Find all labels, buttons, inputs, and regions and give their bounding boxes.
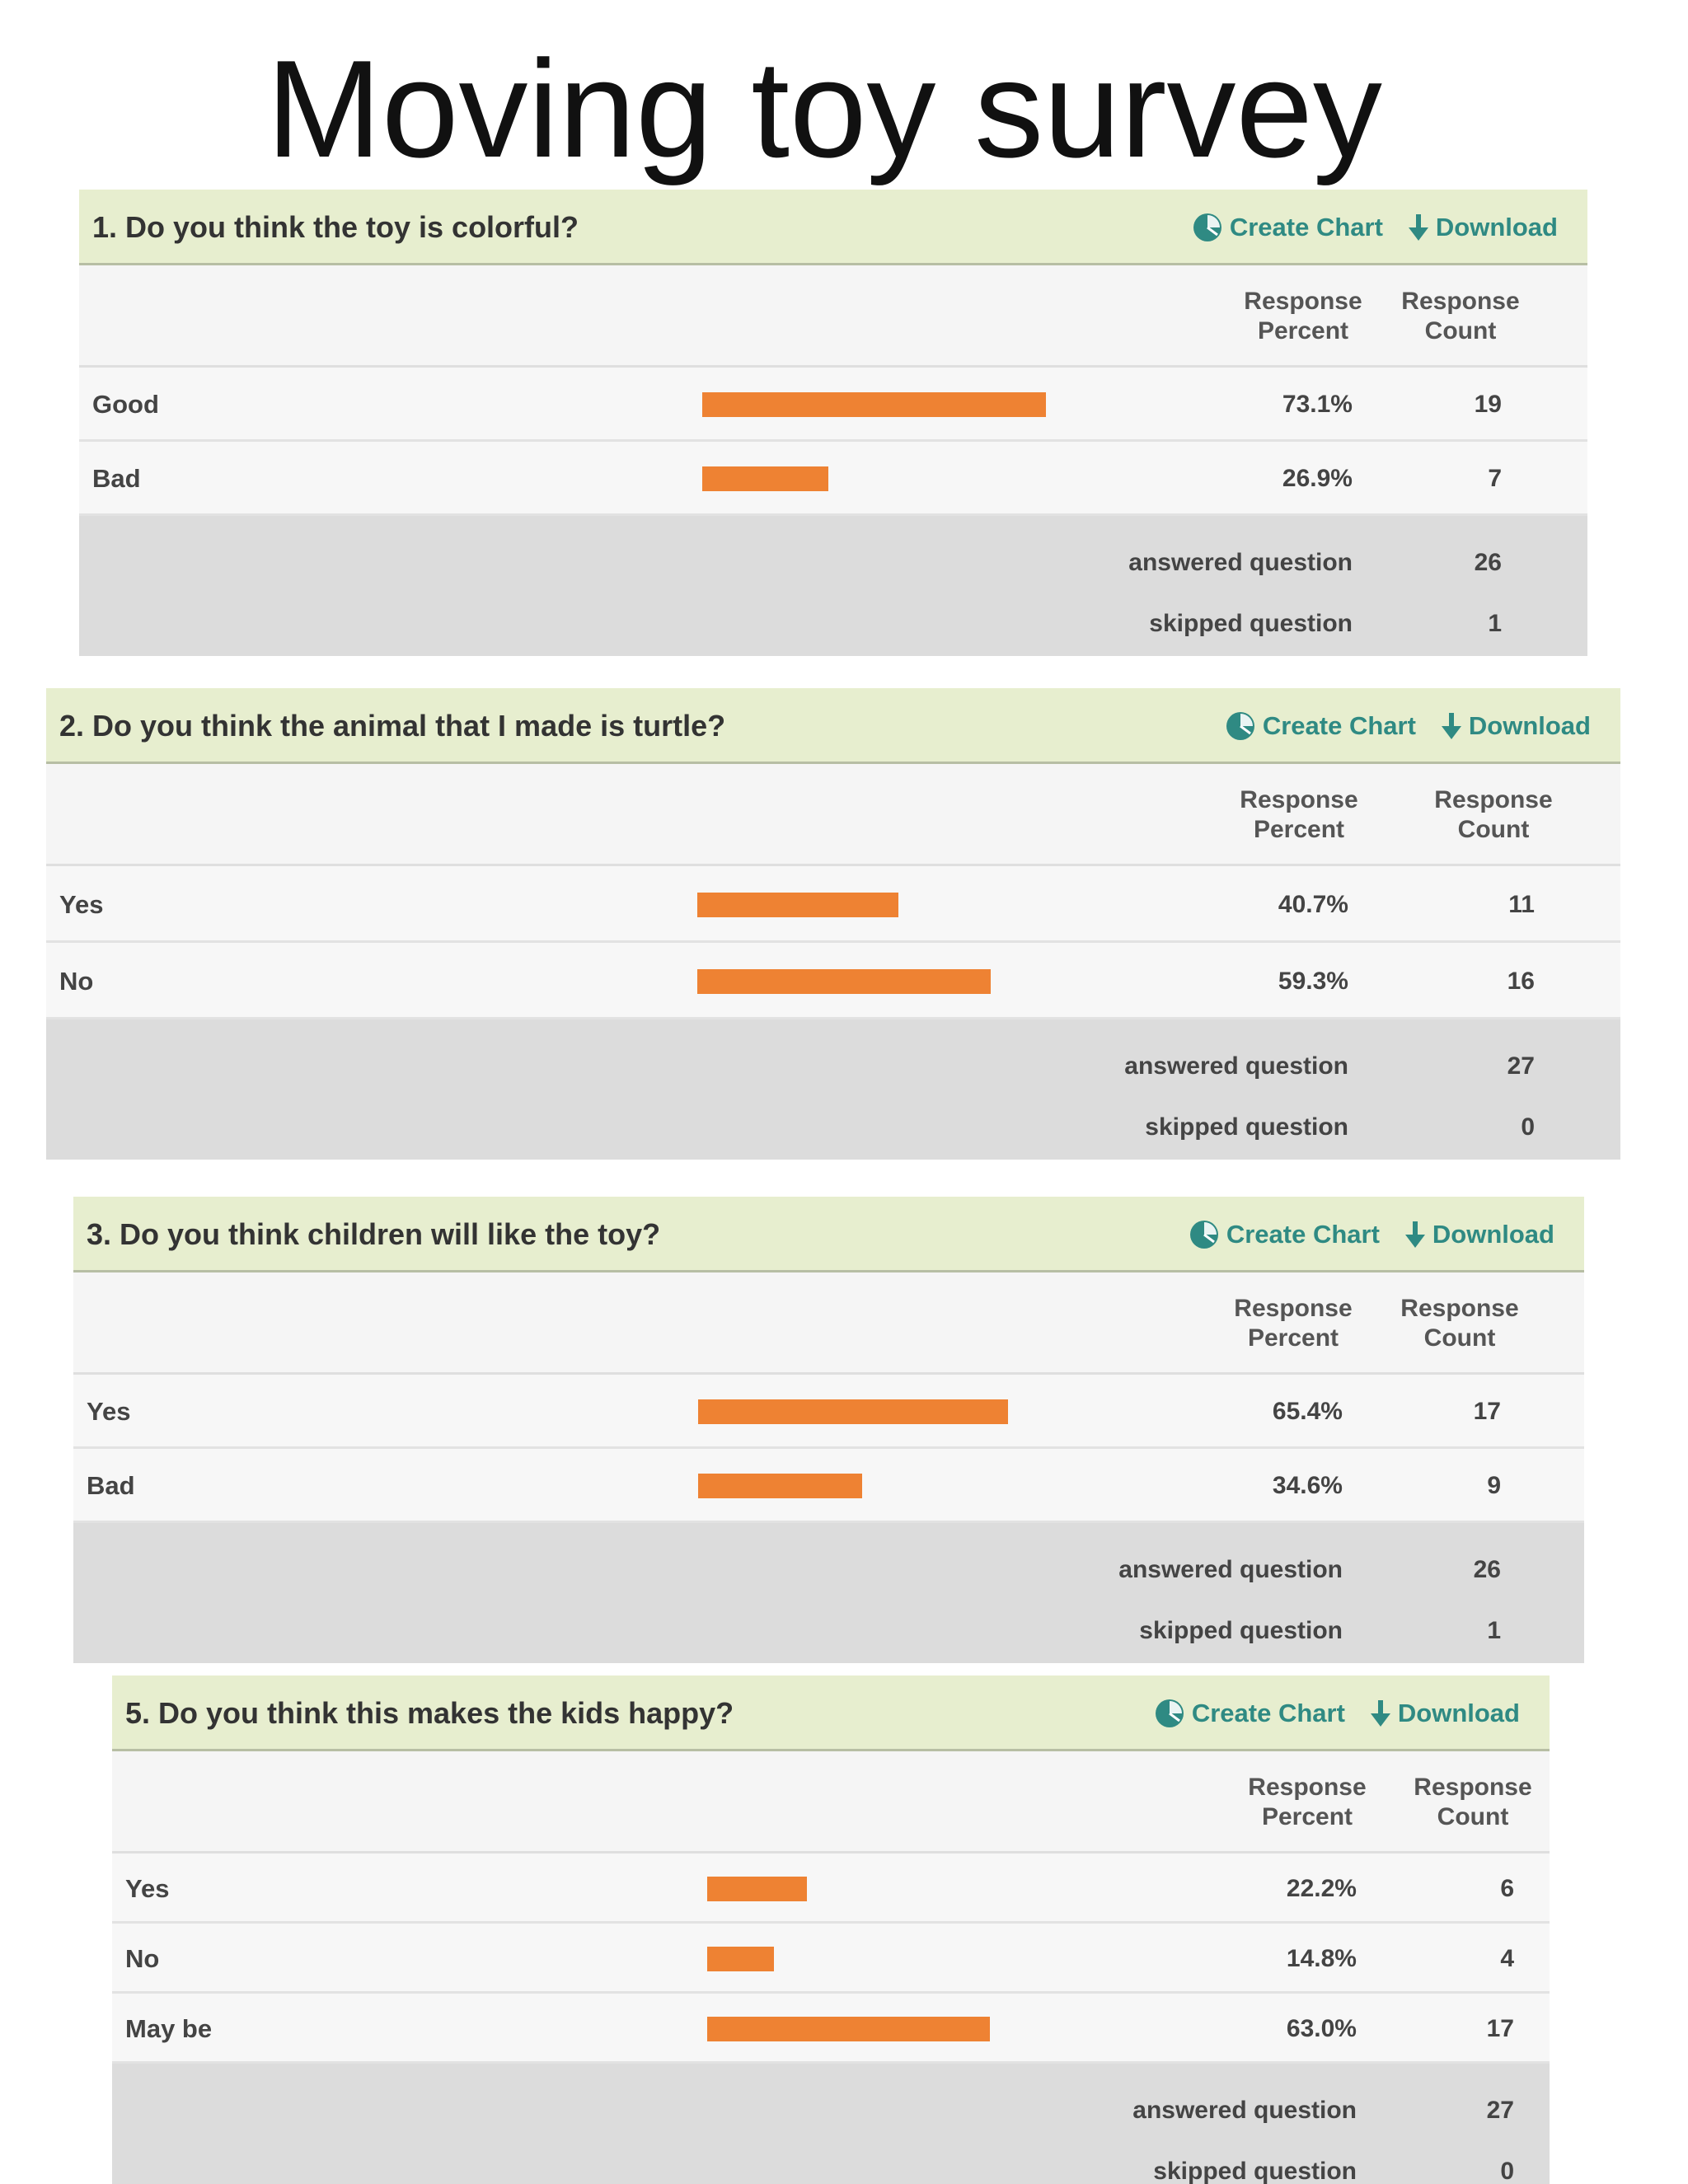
response-count-header: Response Count [1434,786,1553,843]
question-title: 3. Do you think children will like the toy? [87,1217,661,1251]
answered-question-label: answered question [1128,549,1353,576]
create-chart-button[interactable] [1225,710,1416,742]
answer-row [112,1854,1550,1924]
download-label: Download [1432,1220,1554,1249]
response-percent-header: Response Percent [1240,786,1358,843]
response-count-header: Response Count [1401,288,1520,344]
answer-row [79,368,1587,442]
answer-label: Bad [92,464,141,493]
response-percent: 73.1% [1282,391,1353,418]
response-percent-header: Response Percent [1244,288,1362,344]
question-panel-1 [79,190,1587,656]
answered-count: 27 [1486,2097,1514,2124]
skipped-count: 0 [1500,2158,1514,2184]
answered-count: 26 [1473,1556,1501,1583]
pie-chart-icon [1154,1698,1185,1729]
response-count: 9 [1487,1472,1501,1499]
answer-row [46,866,1620,943]
column-headers [79,265,1587,368]
response-percent: 40.7% [1278,891,1348,918]
summary-block [46,1019,1620,1160]
response-percent: 26.9% [1282,465,1353,492]
response-percent-header: Response Percent [1234,1295,1353,1352]
response-count: 17 [1473,1398,1501,1425]
page-title: Moving toy survey [266,31,1382,186]
question-header [73,1197,1584,1272]
download-button[interactable] [1408,213,1558,242]
answered-count: 27 [1507,1052,1535,1080]
answer-label: Yes [87,1397,131,1426]
answer-label: Bad [87,1471,135,1500]
column-headers [46,764,1620,866]
answered-question-label: answered question [1124,1052,1348,1080]
answer-label: Good [92,390,159,419]
summary-block [73,1523,1584,1663]
response-bar [698,1399,1008,1424]
create-chart-button[interactable] [1192,212,1383,243]
response-percent: 34.6% [1272,1472,1343,1499]
response-count: 6 [1500,1875,1514,1902]
skipped-question-label: skipped question [1153,2158,1357,2184]
question-header [112,1675,1550,1751]
summary-block [79,516,1587,656]
pie-chart-icon [1192,212,1223,243]
column-headers [112,1751,1550,1854]
question-header [46,688,1620,764]
response-count: 11 [1508,891,1535,918]
question-actions [1189,1197,1554,1272]
download-label: Download [1468,711,1591,740]
response-count: 7 [1488,465,1502,492]
question-title: 2. Do you think the animal that I made is turtle? [59,709,726,743]
pie-chart-icon [1189,1219,1220,1250]
skipped-count: 1 [1488,610,1502,637]
answer-label: No [125,1944,160,1973]
answered-question-label: answered question [1132,2097,1357,2124]
response-count: 4 [1500,1945,1514,1972]
create-chart-label: Create Chart [1262,711,1416,740]
question-title: 5. Do you think this makes the kids happy? [125,1696,734,1730]
download-arrow-icon [1408,213,1429,242]
skipped-count: 1 [1487,1617,1501,1644]
question-panel-3 [73,1197,1584,1663]
download-label: Download [1397,1699,1520,1727]
download-button[interactable] [1370,1699,1520,1728]
question-panel-4 [112,1675,1550,2184]
question-panel-2 [46,688,1620,1160]
response-count-header: Response Count [1400,1295,1519,1352]
response-percent: 14.8% [1286,1945,1357,1972]
download-arrow-icon [1370,1699,1391,1728]
response-bar [707,1947,774,1971]
skipped-question-label: skipped question [1139,1617,1343,1644]
skipped-count: 0 [1521,1113,1535,1141]
download-arrow-icon [1404,1220,1426,1249]
response-percent: 59.3% [1278,968,1348,995]
response-bar [707,2017,990,2041]
question-actions [1225,688,1591,764]
response-percent-header: Response Percent [1248,1774,1367,1830]
response-percent: 65.4% [1272,1398,1343,1425]
create-chart-label: Create Chart [1229,213,1383,241]
summary-block [112,2064,1550,2184]
response-count-header: Response Count [1414,1774,1532,1830]
pie-chart-icon [1225,710,1256,742]
answer-row [79,442,1587,516]
answer-row [46,943,1620,1019]
answer-row [112,1994,1550,2064]
create-chart-label: Create Chart [1226,1220,1380,1249]
response-bar [702,392,1046,417]
question-actions [1192,190,1558,265]
download-button[interactable] [1441,711,1591,741]
response-bar [702,466,828,491]
response-percent: 63.0% [1286,2015,1357,2042]
create-chart-button[interactable] [1189,1219,1380,1250]
download-button[interactable] [1404,1220,1554,1249]
answer-row [73,1375,1584,1449]
answer-label: May be [125,2014,213,2043]
question-title: 1. Do you think the toy is colorful? [92,210,579,244]
response-bar [698,1474,862,1498]
skipped-question-label: skipped question [1145,1113,1348,1141]
response-count: 16 [1507,968,1535,995]
answer-label: No [59,967,94,996]
response-percent: 22.2% [1286,1875,1357,1902]
response-bar [697,969,991,994]
answer-row [112,1924,1550,1994]
download-label: Download [1435,213,1558,241]
question-actions [1154,1675,1520,1751]
response-bar [697,893,898,917]
response-count: 17 [1486,2015,1514,2042]
create-chart-label: Create Chart [1191,1699,1345,1727]
create-chart-button[interactable] [1154,1698,1345,1729]
response-bar [707,1877,807,1901]
question-header [79,190,1587,265]
column-headers [73,1272,1584,1375]
answered-count: 26 [1474,549,1502,576]
answer-label: Yes [125,1874,170,1903]
answered-question-label: answered question [1118,1556,1343,1583]
answer-row [73,1449,1584,1523]
download-arrow-icon [1441,711,1462,741]
response-count: 19 [1474,391,1502,418]
skipped-question-label: skipped question [1149,610,1353,637]
answer-label: Yes [59,890,104,919]
